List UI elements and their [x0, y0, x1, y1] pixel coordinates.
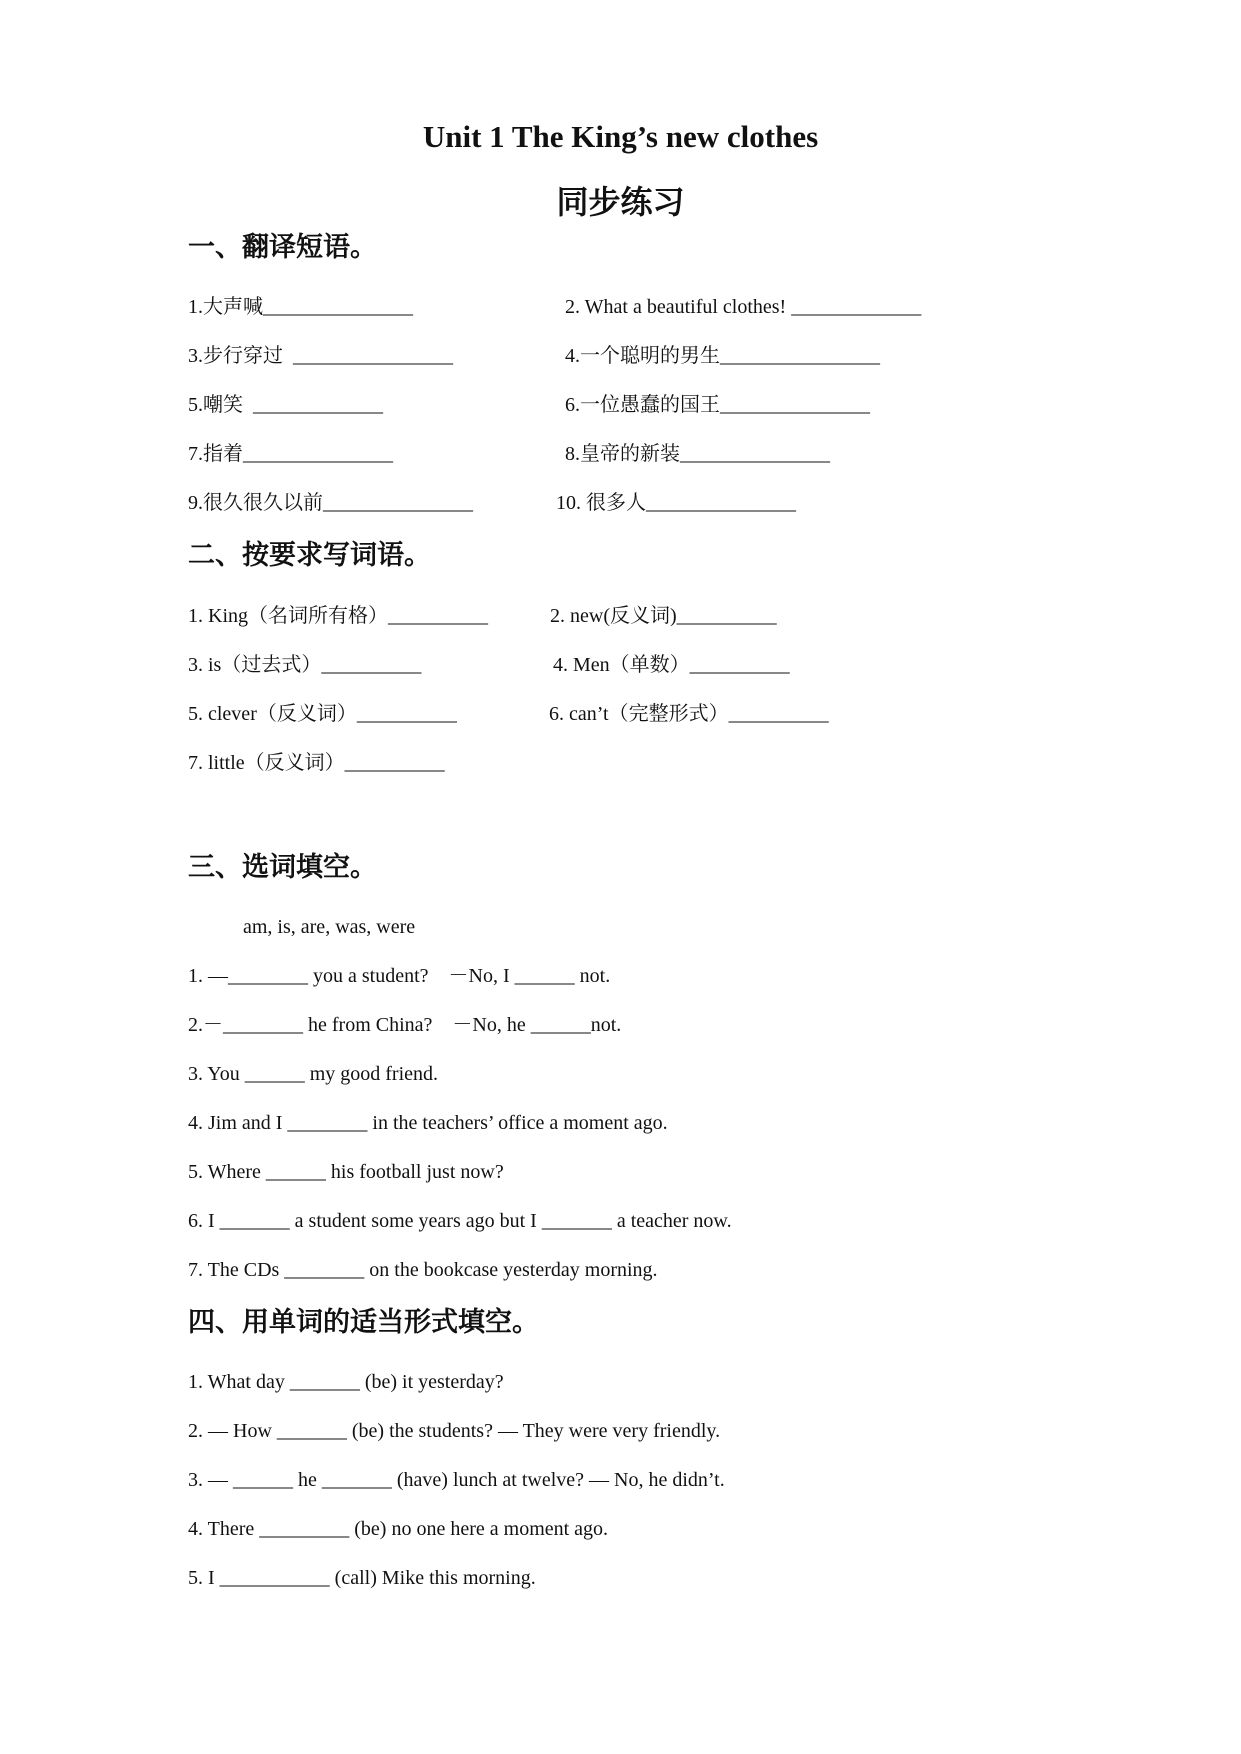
section-2-item: 5. clever（反义词）__________ — [188, 703, 457, 725]
section-2-item: 2. new(反义词)__________ — [550, 605, 777, 627]
section-1-item: 8.皇帝的新装_______________ — [565, 443, 830, 465]
section-2-item: 1. King（名词所有格）__________ — [188, 605, 488, 627]
section-1-heading: 一、翻译短语。 — [188, 232, 377, 263]
section-3-item: 5. Where ______ his football just now? — [188, 1161, 504, 1183]
page-title: Unit 1 The King’s new clothes — [422, 119, 819, 154]
section-2-item: 7. little（反义词）__________ — [188, 752, 445, 774]
page-subtitle: 同步练习 — [556, 183, 685, 221]
section-1-item: 2. What a beautiful clothes! _____________ — [565, 296, 922, 318]
section-1-item: 6.一位愚蠢的国王_______________ — [565, 394, 870, 416]
section-4-item: 1. What day _______ (be) it yesterday? — [188, 1371, 504, 1393]
section-3-item: 7. The CDs ________ on the bookcase yesterday morning. — [188, 1259, 658, 1281]
section-3-item: 4. Jim and I ________ in the teachers’ office a moment ago. — [188, 1112, 668, 1134]
section-2-item: 6. can’t（完整形式）__________ — [549, 703, 829, 725]
section-2-item: 4. Men（单数）__________ — [553, 654, 790, 676]
section-2-item: 3. is（过去式）__________ — [188, 654, 422, 676]
section-1-item: 9.很久很久以前_______________ — [188, 492, 473, 514]
section-4-heading: 四、用单词的适当形式填空。 — [188, 1307, 539, 1338]
section-3-heading: 三、选词填空。 — [188, 852, 377, 883]
section-1-item: 7.指着_______________ — [188, 443, 393, 465]
section-3-item: 3. You ______ my good friend. — [188, 1063, 439, 1085]
section-1-item: 3.步行穿过 ________________ — [188, 345, 453, 367]
section-4-item: 2. — How _______ (be) the students? — They were very friendly. — [188, 1420, 721, 1442]
section-4-item: 5. I ___________ (call) Mike this morning. — [188, 1567, 536, 1589]
section-1-item: 5.嘲笑 _____________ — [188, 394, 383, 416]
section-3-item: 1. —________ you a student? －No, I ______ not. — [188, 965, 611, 987]
section-1-item: 4.一个聪明的男生________________ — [565, 345, 880, 367]
section-2-heading: 二、按要求写词语。 — [188, 540, 431, 571]
section-1-item: 10. 很多人_______________ — [556, 492, 796, 514]
section-3-item: 2.－________ he from China? －No, he ______not. — [188, 1014, 622, 1036]
section-3-item: 6. I _______ a student some years ago but I _______ a teacher now. — [188, 1210, 732, 1232]
section-1-item: 1.大声喊_______________ — [188, 296, 413, 318]
section-4-item: 3. — ______ he _______ (have) lunch at twelve? — No, he didn’t. — [188, 1469, 725, 1491]
word-bank: am, is, are, was, were — [243, 916, 416, 938]
section-4-item: 4. There _________ (be) no one here a moment ago. — [188, 1518, 609, 1540]
